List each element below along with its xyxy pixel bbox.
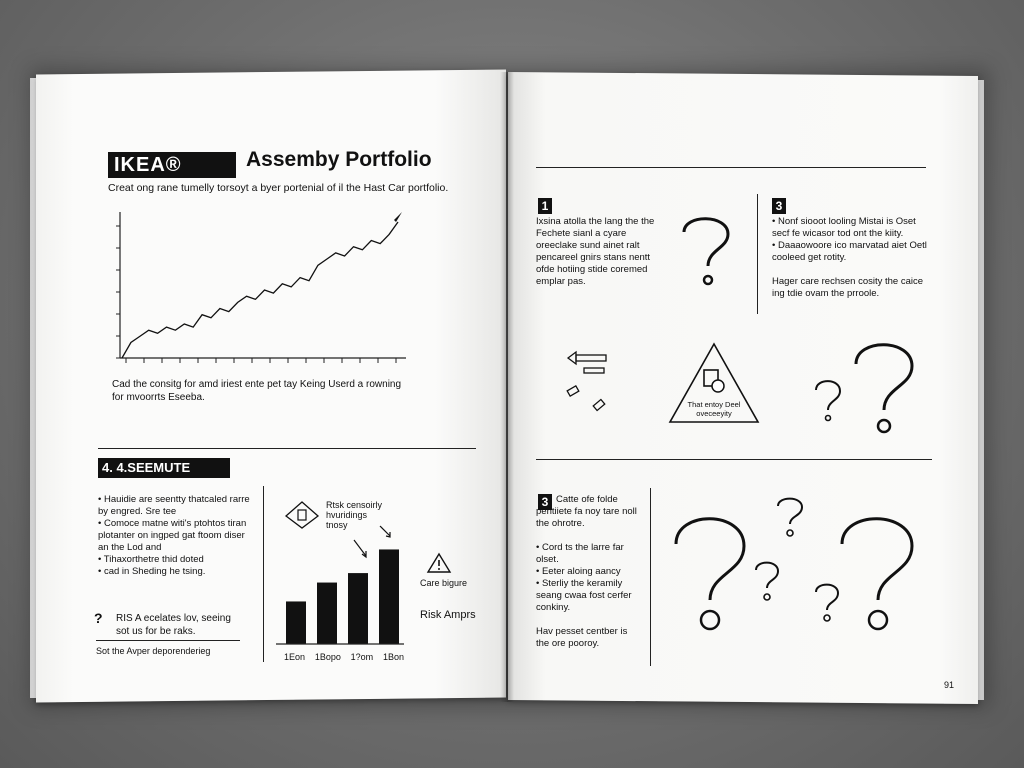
bar-chart-ticks: [284, 652, 404, 662]
question-mark-icon: [774, 494, 806, 540]
block-number: 3: [538, 494, 552, 510]
divider-vertical: [757, 194, 758, 314]
bullet-item: • Tihaxorthetre thid doted: [98, 554, 204, 565]
bar-tick-label: 1Eon: [284, 652, 306, 662]
bullet-item: • Hauidie are seentty thatcaled rarre by engred. Sre tee: [98, 494, 250, 517]
divider-small: [96, 640, 240, 641]
block-text: • Nonf siooot looling Mistai is Oset secf fe wicasor tod ont the kiity. • Daaaowoore ico marvatad aiet Oetl cooleed get rotity. Hager care rechsen cosity the caice ing tdie ovam the prroole.: [772, 216, 927, 299]
risk-note: RIS A ecelates lov, seeing sot us for be raks.: [116, 613, 231, 637]
divider-top: [536, 167, 926, 168]
question-mark-icon: [810, 376, 846, 424]
bar: [286, 601, 306, 644]
question-mark-icon: [834, 508, 918, 632]
bar-chart-note: Rtsk censoirly hvuridings tnosy: [326, 500, 383, 530]
block-number: 1: [538, 198, 552, 214]
bar-tick-label: 1Bon: [382, 652, 404, 662]
diamond-icon: [282, 498, 322, 530]
block-text: Ixsina atolla the lang the the Fechete sianl a cyare oreeclake sund ainet ralt pencareel gnirs stans nentt ofde hotiing stide coremed emplar pas.: [536, 216, 655, 287]
risk-label: Risk Amprs: [420, 609, 476, 621]
bar-tick-label: 1?om: [350, 652, 374, 662]
question-mark-icon: [668, 508, 750, 632]
footer-note: Sot the Avper deporenderieg: [96, 646, 211, 656]
line-chart-axes: [120, 212, 406, 358]
parts-icon: [564, 348, 614, 418]
subtitle: Creat ong rane tumelly torsoyt a byer portenial of il the Hast Car portfolio.: [108, 182, 449, 194]
block-number: 3: [772, 198, 786, 214]
line-chart: [110, 208, 410, 368]
ikea-logo: IKEA®: [108, 152, 236, 178]
trend-arrowhead: [394, 212, 402, 222]
bar-chart: [276, 540, 404, 646]
question-icon: ?: [94, 610, 103, 626]
block-text: Catte ofe folde pentiiete fa noy tare noll the ohrotre. • Cord ts the larre far olset. • Eeter aloing aancy • Sterliy the keramily seang cwaa fost cerfer conkiny. Hav pesset centber is the ore pooroy.: [536, 494, 637, 649]
bar: [348, 573, 368, 644]
triangle-text: That entoy Deel oveceeyity: [687, 400, 741, 418]
bullet-item: • Comoce matne witi's ptohtos tiran plotanter on ingped gat ftoom diser an the Lod and: [98, 518, 247, 553]
page-title: Assemby Portfolio: [246, 148, 432, 171]
divider-vertical: [650, 488, 651, 666]
chart-caption: Cad the consitg for amd iriest ente pet tay Keing Userd a rowning for mvoorrts Eseeba.: [112, 379, 402, 403]
divider-vertical: [263, 486, 264, 662]
question-mark-icon: [676, 210, 736, 290]
bar: [379, 549, 399, 644]
divider-left: [98, 448, 476, 449]
page-number: 91: [944, 680, 955, 690]
question-mark-icon: [848, 336, 918, 436]
question-mark-icon: [752, 558, 782, 604]
bullet-item: • cad in Sheding he tsing.: [98, 566, 206, 577]
bar: [317, 583, 337, 644]
section-heading: 4. 4.SEEMUTE: [98, 458, 230, 478]
warning-caption: Care bigure: [420, 578, 468, 588]
divider-mid: [536, 459, 932, 460]
bar-chart-bars: [286, 549, 399, 644]
bullet-list: [98, 494, 258, 578]
line-chart-series: [122, 222, 398, 358]
line-chart-x-ticks: [126, 358, 396, 363]
bar-tick-label: 1Bopo: [314, 652, 341, 662]
warning-icon: [426, 552, 452, 574]
book-spine: [500, 72, 514, 702]
